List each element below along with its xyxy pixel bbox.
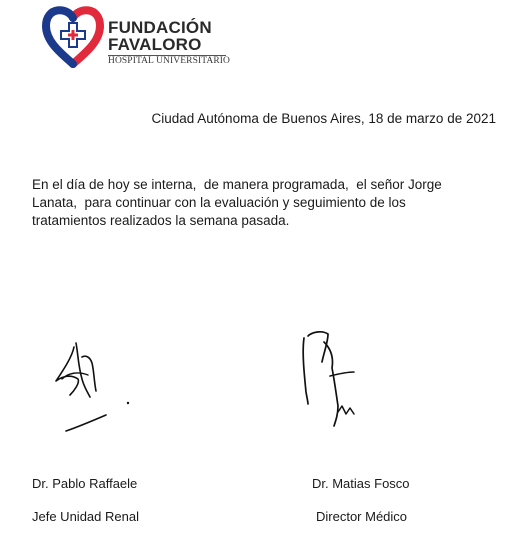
signature-left-scribble: [44, 335, 144, 445]
fundacion-favaloro-logo: [42, 4, 242, 70]
signer-name-left: Dr. Pablo Raffaele: [32, 476, 138, 491]
logo-subtitle: HOSPITAL UNIVERSITARIO: [108, 56, 230, 66]
signer-name-right: Dr. Matias Fosco: [312, 476, 410, 491]
logo-name-line2: FAVALORO: [108, 35, 202, 54]
letter-body-line: Lanata, para continuar con la evaluación y seguimiento de los: [32, 195, 406, 210]
letter-body: [32, 176, 492, 230]
letter-date-line: Ciudad Autónoma de Buenos Aires, 18 de marzo de 2021: [151, 111, 496, 126]
letter-body-line: En el día de hoy se interna, de manera programada, el señor Jorge: [32, 177, 442, 192]
signature-right-scribble: [294, 322, 374, 437]
logo-name-line1: FUNDACIÓN: [108, 18, 212, 37]
letter-body-line: tratamientos realizados la semana pasada.: [32, 213, 290, 228]
heart-cross-logo-icon: [42, 4, 104, 68]
signer-role-right: Director Médico: [316, 509, 408, 524]
signer-role-left: Jefe Unidad Renal: [32, 509, 139, 524]
